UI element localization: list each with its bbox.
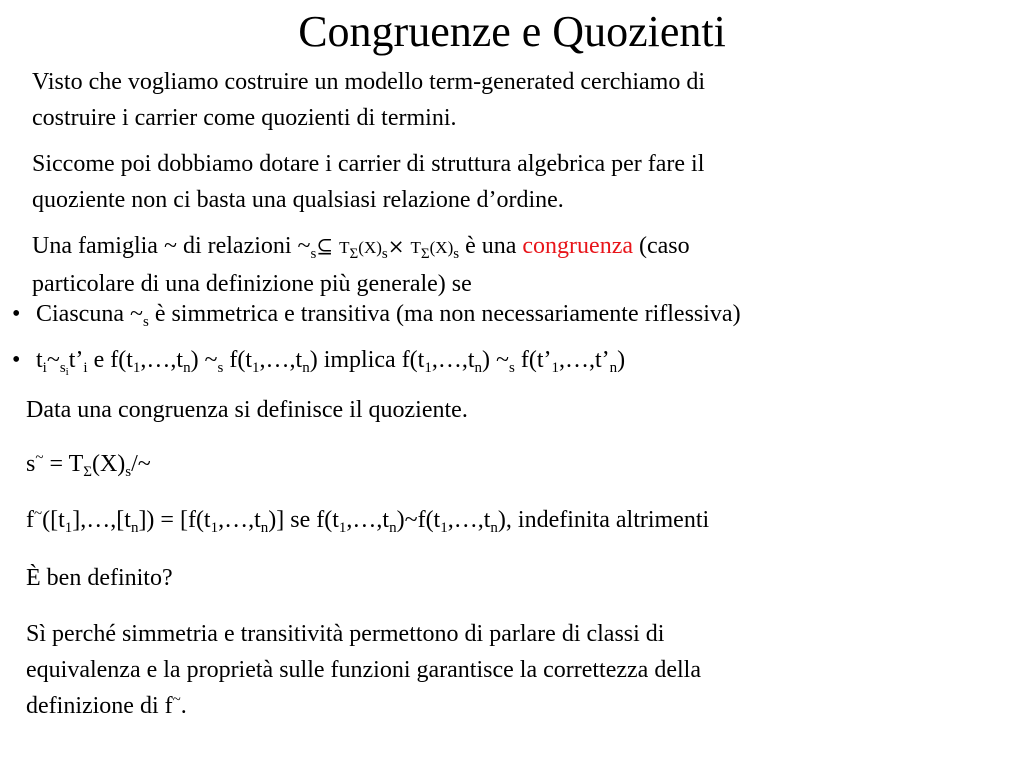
text: ]) = [f(t [138, 507, 211, 533]
text: t [36, 347, 43, 373]
answer-paragraph [26, 616, 701, 724]
subscript: s [310, 246, 317, 262]
subscript: Σ [420, 246, 430, 262]
subscript: i [65, 366, 69, 378]
function-definition [26, 502, 709, 538]
subscript: n [609, 360, 618, 376]
text: ,…,t [559, 347, 602, 373]
paragraph-line: particolare di una definizione più generale) se [32, 271, 472, 297]
subscript [60, 360, 69, 376]
subscript: Σ [349, 246, 359, 262]
text: T [410, 238, 421, 257]
superscript: ~ [34, 506, 43, 522]
text: ,…,t [431, 347, 475, 373]
paragraph-structure [32, 146, 704, 218]
subscript: n [474, 360, 483, 376]
text: ,…,t [218, 507, 261, 533]
subseteq-symbol: ⊆ [316, 234, 334, 258]
paragraph-intro [32, 64, 705, 136]
text: e f(t [87, 347, 133, 373]
text: ) implica f(t [309, 347, 425, 373]
subscript: 1 [210, 520, 219, 536]
text: )~f(t [396, 507, 441, 533]
text: ), indefinita altrimenti [497, 507, 710, 533]
text: ,…,t [140, 347, 184, 373]
text: f(t’ [514, 347, 552, 373]
slide-title: Congruenze e Quozienti [298, 7, 726, 56]
text: ,…,t [447, 507, 491, 533]
subscript: n [389, 520, 397, 536]
text: ,…,t [346, 507, 390, 533]
text: t’ [68, 347, 84, 373]
subscript: 1 [132, 360, 141, 376]
quotient-intro: Data una congruenza si definisce il quoziente. [26, 397, 468, 423]
subscript: 1 [252, 360, 260, 376]
bullet-icon: • [12, 301, 21, 327]
times-symbol: × [387, 234, 405, 258]
text: ) ~ [190, 347, 218, 373]
text: ([t [42, 507, 65, 533]
subscript: s [509, 360, 515, 376]
superscript: ~ [172, 692, 181, 708]
text: ) ~ [482, 347, 509, 373]
carrier-definition [26, 446, 151, 482]
subscript: n [302, 360, 310, 376]
subscript: n [260, 520, 269, 536]
text: f(t [223, 347, 253, 373]
text: (X) [429, 238, 454, 257]
text: (X) [358, 238, 382, 257]
text: T [339, 238, 350, 257]
text: s [59, 360, 66, 376]
paragraph-line: quoziente non ci basta una qualsiasi relazione d’ordine. [32, 187, 564, 213]
subscript: 1 [440, 520, 448, 536]
paragraph-line: Sì perché simmetria e transitività permettono di parlare di classi di [26, 621, 665, 647]
text: è simmetrica e transitiva (ma non necessariamente riflessiva) [148, 301, 741, 327]
subscript: n [183, 360, 191, 376]
text: . [180, 693, 187, 719]
text: ’ [601, 347, 610, 373]
subscript: i [83, 360, 88, 376]
subscript: 1 [64, 520, 73, 536]
text: ) [617, 347, 626, 373]
paragraph-line: costruire i carrier come quozienti di termini. [32, 105, 457, 131]
text: è una [459, 233, 523, 259]
superscript: ~ [35, 450, 44, 466]
subscript: 1 [424, 360, 432, 376]
question: È ben definito? [26, 565, 173, 591]
subscript: s [125, 464, 132, 480]
subscript: s [217, 360, 224, 376]
text: s [26, 451, 36, 477]
subscript: 1 [551, 360, 559, 376]
text: = T [43, 451, 84, 477]
text: )] se f(t [268, 507, 339, 533]
paragraph-line: Visto che vogliamo costruire un modello term-generated cerchiamo di [32, 69, 705, 95]
subscript: n [490, 520, 498, 536]
text: definizione di f [26, 693, 173, 719]
paragraph-line: Siccome poi dobbiamo dotare i carrier di struttura algebrica per fare il [32, 151, 705, 177]
text: ~ [46, 347, 60, 373]
highlight-congruenza: congruenza [522, 233, 633, 259]
paragraph-line [32, 228, 690, 266]
subscript: 1 [338, 520, 347, 536]
text: /~ [131, 451, 151, 477]
text: (X) [91, 451, 126, 477]
subscript: n [130, 520, 139, 536]
bullet-icon: • [12, 347, 21, 373]
text: ,…,t [259, 347, 303, 373]
bullet-item [12, 342, 625, 378]
subscript: s [453, 246, 460, 262]
text: f [26, 507, 34, 533]
text: ],…,[t [72, 507, 131, 533]
text: (caso [633, 233, 690, 259]
text: Ciascuna ~ [36, 301, 143, 327]
paragraph-line: equivalenza e la proprietà sulle funzioni garantisce la correttezza della [26, 657, 701, 683]
bullet-item [12, 296, 741, 332]
subscript: s [381, 246, 388, 262]
text: Una famiglia ~ di relazioni ~ [32, 233, 311, 259]
subscript: i [42, 360, 47, 376]
subscript: Σ [83, 464, 92, 480]
paragraph-congruence-definition [32, 228, 690, 302]
subscript: s [142, 314, 149, 330]
paragraph-line [26, 688, 701, 724]
